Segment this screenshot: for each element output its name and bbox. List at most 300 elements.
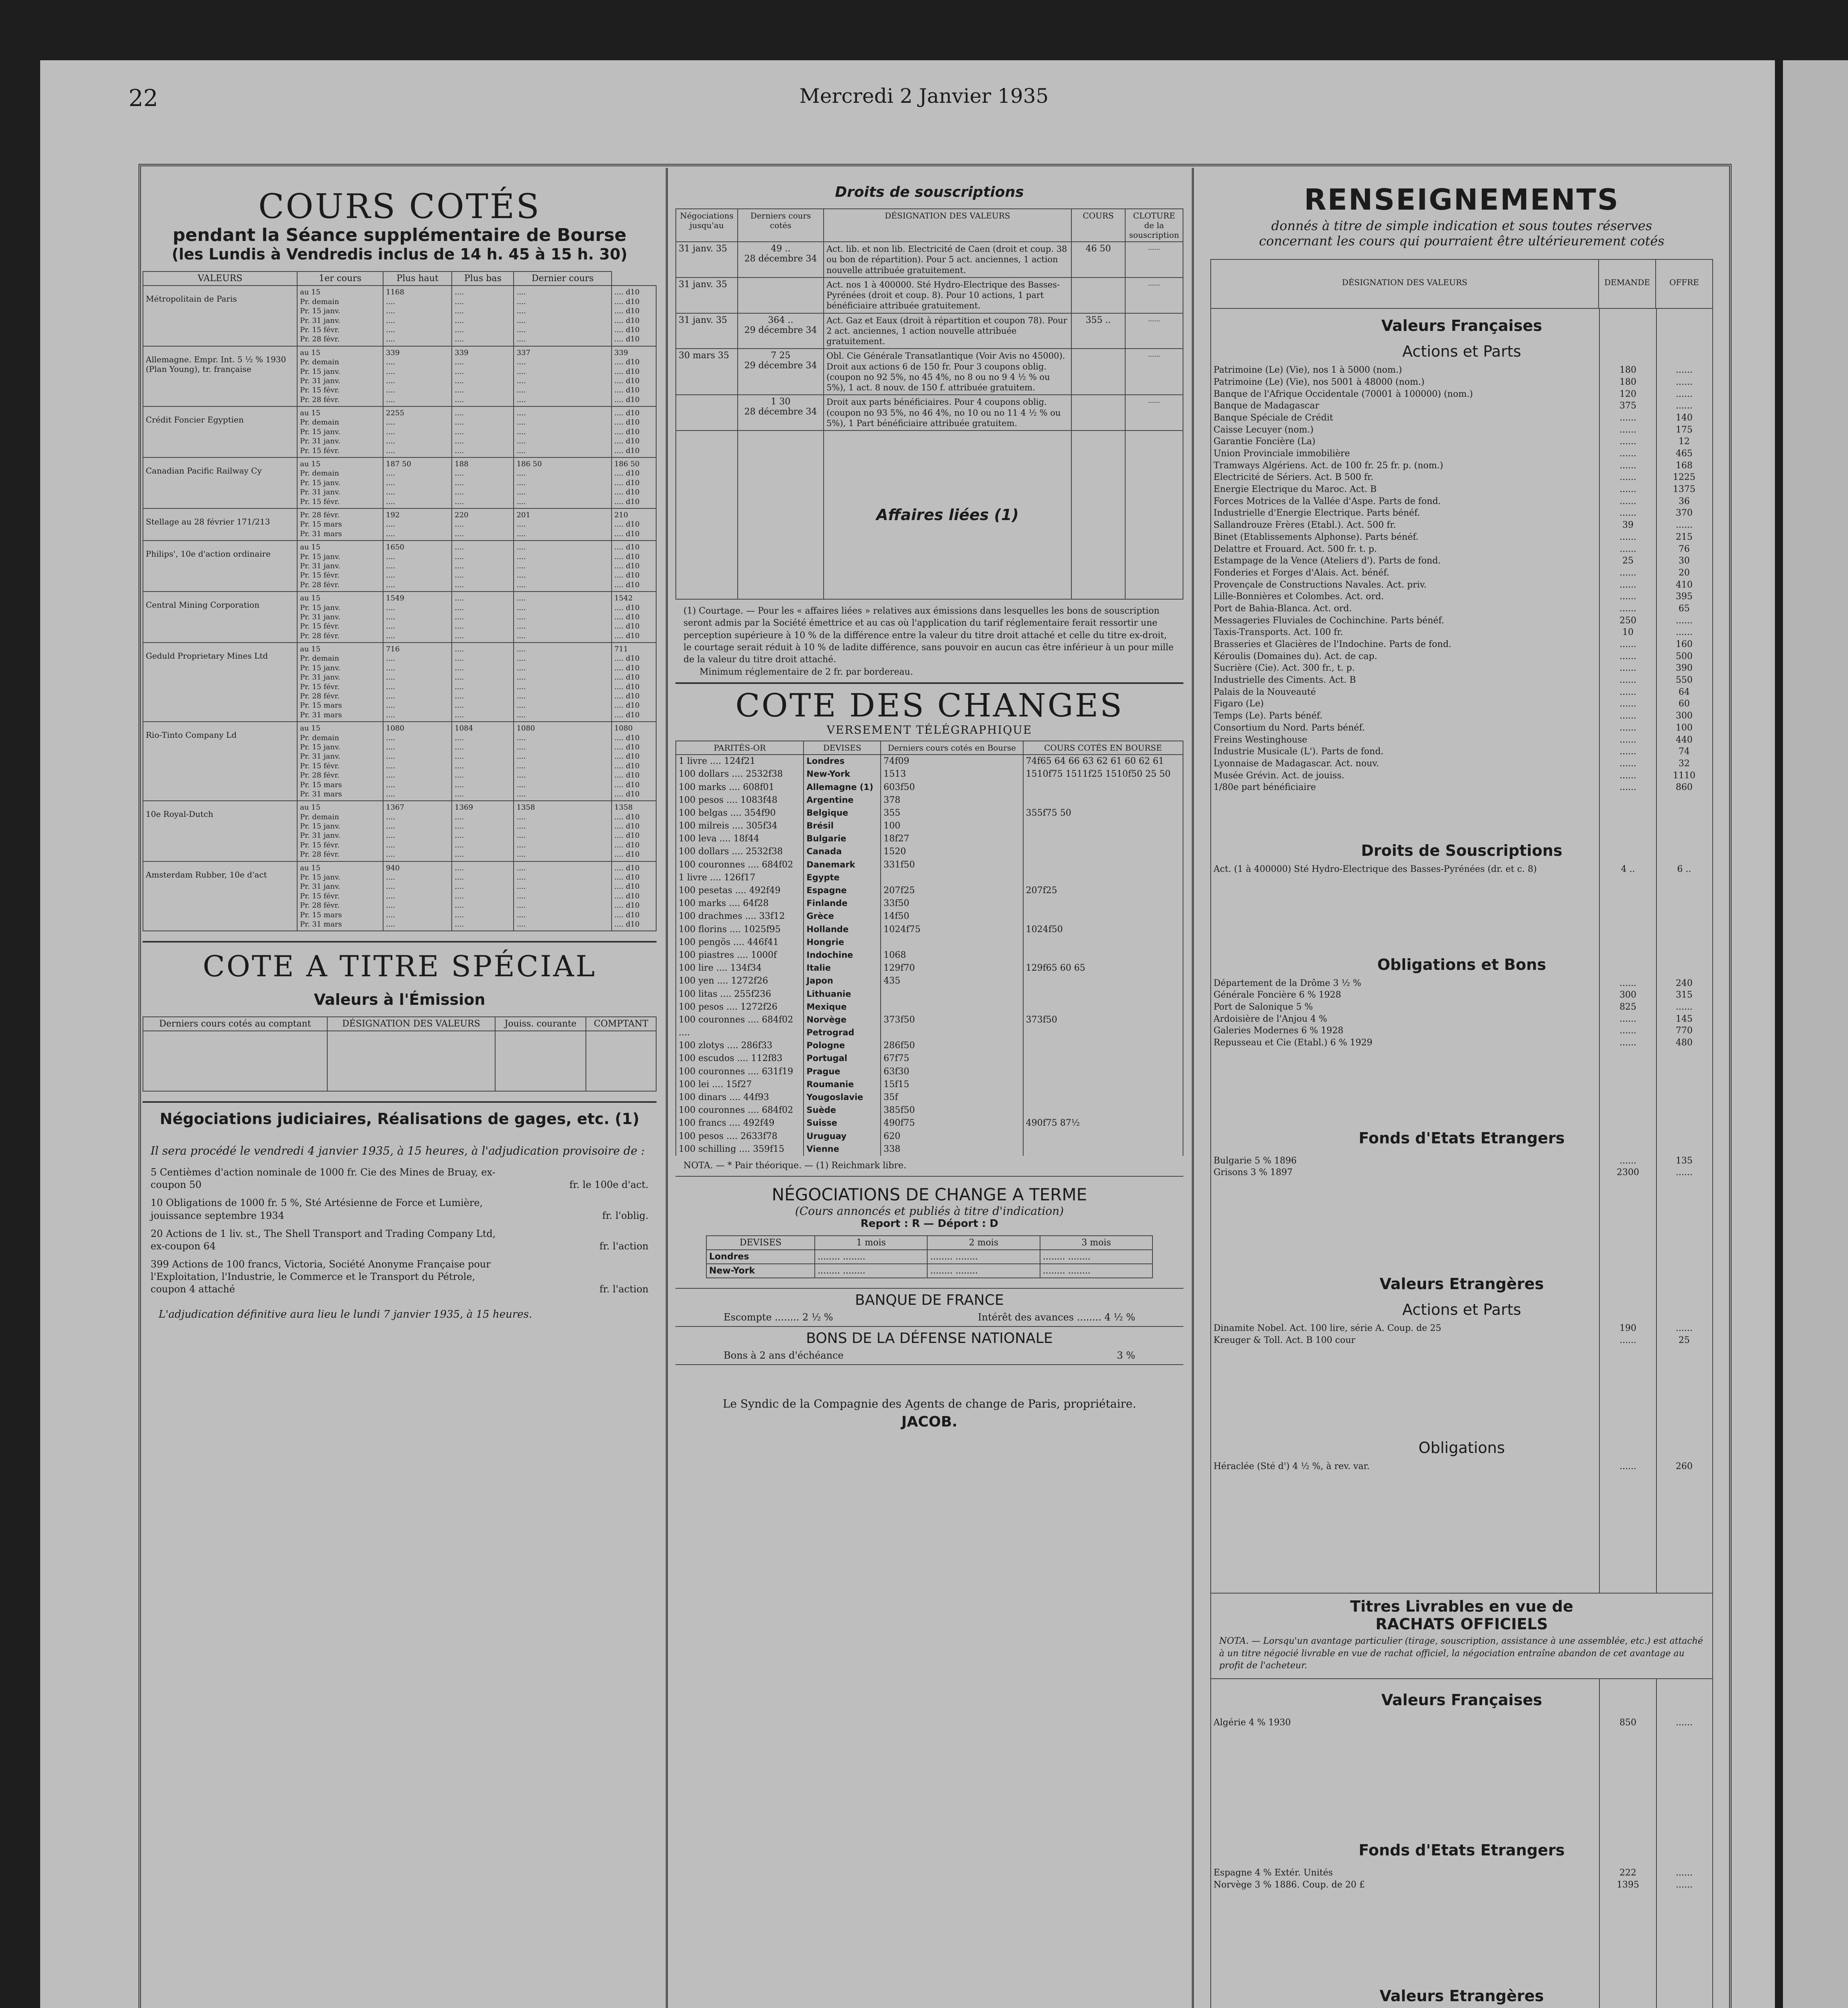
cc-cell: .... — [516, 497, 526, 506]
ch-parite: 100 dollars .... 2532f38 — [676, 768, 804, 781]
ch-cours — [1023, 845, 1183, 858]
rs-offre: 770 — [1676, 1026, 1693, 1036]
changes-title: COTE DES CHANGES — [735, 687, 1124, 724]
cc-cell: .... d10 — [614, 790, 640, 798]
ch-parite-value: 64f28 — [743, 898, 769, 909]
cc-cell: .... — [386, 733, 395, 742]
cours-cotes-subtitle: pendant la Séance supplémentaire de Bourse — [173, 225, 626, 246]
cc-cell: .... d10 — [614, 743, 640, 751]
cc-cell: .... — [516, 335, 526, 344]
column-cours-cotes — [143, 168, 657, 2008]
ch-dernier: 373f50 — [881, 1014, 1023, 1026]
neg-item-text: 10 Obligations de 1000 fr. 5 %, Sté Artésienne de Force et Lumière, jouissance septembre 1934 — [151, 1197, 483, 1221]
ch-dernier: 18f27 — [881, 833, 1023, 845]
ch-parite-unit: 100 pesos — [679, 1002, 724, 1012]
rs-offre: 36 — [1679, 496, 1690, 506]
cc-cell: .... — [386, 529, 395, 538]
cc-terms — [297, 541, 383, 592]
cc-cell: .... — [455, 761, 464, 770]
cc-cell: .... d10 — [614, 850, 640, 859]
cc-cell: .... — [455, 543, 464, 552]
rs-ve-ob-title: Obligations — [1418, 1439, 1505, 1457]
ch-dernier: 331f50 — [881, 859, 1023, 871]
list-item — [1211, 1867, 1712, 1879]
ch-cours — [1023, 1091, 1183, 1104]
dr-last-value: 7 25 — [771, 351, 791, 361]
cc-header: 1er cours — [297, 271, 383, 286]
cc-cell: .... — [516, 733, 526, 742]
ch-parite-value: 354f90 — [744, 808, 776, 818]
rs-demande: 190 — [1620, 1323, 1636, 1334]
ch-header: DEVISES — [804, 741, 881, 755]
table-row — [143, 286, 656, 346]
cc-first — [383, 286, 452, 346]
rs-demande: ...... — [1620, 782, 1636, 793]
ch-devise: Yougoslavie — [804, 1091, 881, 1104]
cc-cell: .... — [386, 325, 395, 334]
cc-cell: .... d10 — [614, 761, 640, 770]
cours-cotes-title: COURS COTÉS — [258, 187, 541, 226]
ch-parite: 100 couronnes .... 631f19 — [676, 1065, 804, 1078]
changes-sub: VERSEMENT TÉLÉGRAPHIQUE — [826, 723, 1032, 737]
ch-parite: 100 pesetas .... 492f49 — [676, 884, 804, 897]
cc-cell: .... — [386, 612, 395, 621]
rs-designation: Provençale de Constructions Navales. Act. priv. — [1214, 580, 1427, 590]
ch-parite-unit: 100 belgas — [679, 808, 728, 818]
cc-first — [383, 457, 452, 508]
cc-high — [452, 508, 514, 541]
dr-header: COURS — [1071, 209, 1125, 242]
cc-cell: 711 — [614, 645, 628, 654]
renseignements-sub1: donnés à titre de simple indication et sous toutes réserves — [1271, 218, 1652, 234]
table-row — [143, 541, 656, 592]
ch-parite-unit: 100 lire — [679, 963, 714, 973]
ch-parite-value: 1272f26 — [731, 976, 768, 986]
table-row — [143, 457, 656, 508]
cc-terms — [297, 457, 383, 508]
cc-term: Pr. 31 janv. — [300, 752, 341, 761]
rs-demande: ...... — [1620, 770, 1636, 781]
list-item — [1211, 989, 1712, 1001]
tm-cell: ........ ........ — [927, 1250, 1040, 1264]
rs-designation: Repusseau et Cie (Etabl.) 6 % 1929 — [1214, 1038, 1373, 1048]
cours-cotes-table — [143, 271, 657, 931]
cc-cell: .... d10 — [614, 561, 640, 570]
ts-header: Jouiss. courante — [495, 1017, 586, 1031]
rs-designation: Générale Foncière 6 % 1928 — [1214, 990, 1341, 1000]
table-row — [676, 1052, 1183, 1065]
cc-cell: .... — [516, 580, 526, 589]
cc-term: Pr. 28 févr. — [300, 580, 340, 589]
cc-cell: .... — [516, 288, 526, 297]
table-row — [676, 923, 1183, 936]
ch-parite-unit: 1 livre — [679, 872, 708, 883]
cc-term: Pr. demain — [300, 654, 339, 663]
cc-terms — [297, 722, 383, 801]
rs-designation: Port de Bahia-Blanca. Act. ord. — [1214, 603, 1352, 614]
list-item — [1211, 471, 1712, 484]
cc-term: Pr. demain — [300, 812, 339, 821]
cc-high — [452, 541, 514, 592]
cc-cell: .... — [516, 901, 526, 910]
list-item — [1211, 1001, 1712, 1013]
list-item — [1211, 603, 1712, 615]
negociations-items — [151, 1166, 649, 1296]
cc-first — [383, 801, 452, 861]
rs-demande: ...... — [1620, 603, 1636, 614]
ch-cours — [1023, 988, 1183, 1001]
dr-cours: 355 .. — [1071, 313, 1125, 349]
cc-term: Pr. 15 févr. — [300, 761, 340, 770]
cc-term: Pr. 15 janv. — [300, 552, 341, 561]
cc-cell: .... d10 — [614, 863, 640, 872]
ch-parite-value: 1272f26 — [740, 1002, 778, 1012]
list-item — [1211, 863, 1712, 875]
table-row — [676, 1065, 1183, 1078]
list-item — [1211, 484, 1712, 496]
ch-cours: 207f25 — [1023, 884, 1183, 897]
cc-cell: .... — [455, 469, 464, 478]
cc-last — [612, 508, 656, 541]
table-row — [143, 722, 656, 801]
cc-cell: .... — [386, 743, 395, 751]
list-item — [1211, 1879, 1712, 1891]
rs-designation: Héraclée (Sté d') 4 ½ %, à rev. var. — [1214, 1461, 1370, 1471]
ch-parite-value: 33f12 — [759, 911, 785, 922]
cc-terms — [297, 643, 383, 722]
cc-terms — [297, 508, 383, 541]
cc-cell: .... — [455, 335, 464, 344]
table-row — [143, 346, 656, 406]
cc-low — [514, 722, 611, 801]
ch-parite-value: 255f236 — [734, 989, 771, 999]
cc-cell: .... — [386, 427, 395, 436]
ch-parite-unit: 100 schilling — [679, 1144, 736, 1154]
table-row — [676, 910, 1183, 923]
rs-designation: Figaro (Le) — [1214, 699, 1264, 709]
rs-offre: ...... — [1676, 1323, 1693, 1334]
ch-dernier: 286f50 — [881, 1039, 1023, 1052]
rs-demande: ...... — [1620, 663, 1636, 673]
cc-cell: .... — [386, 367, 395, 376]
cc-term: Pr. 31 janv. — [300, 673, 341, 682]
cc-term: au 15 — [300, 645, 320, 654]
rs-demande: ...... — [1620, 639, 1636, 649]
ch-devise: Espagne — [804, 884, 881, 897]
list-item — [1211, 388, 1712, 400]
ch-parite: 100 marks .... 64f28 — [676, 897, 804, 910]
cc-term: Pr. 15 févr. — [300, 892, 340, 900]
ch-devise: Vienne — [804, 1143, 881, 1156]
cc-cell: .... d10 — [614, 571, 640, 580]
ch-parite: 100 pesos .... 2633f78 — [676, 1130, 804, 1143]
table-row — [706, 1264, 1152, 1278]
cc-cell: .... — [455, 780, 464, 789]
cc-cell: .... — [455, 288, 464, 297]
cc-cell: .... — [386, 701, 395, 710]
cc-cell: 220 — [455, 510, 469, 519]
rs-designation: Département de la Drôme 3 ½ % — [1214, 978, 1361, 988]
ch-parite-value: 112f83 — [751, 1053, 783, 1064]
rs-ve-ap: Actions et Parts — [1402, 1301, 1522, 1319]
ch-devise: Danemark — [804, 859, 881, 871]
rs-demande: 120 — [1620, 389, 1636, 399]
cc-valeur: Canadian Pacific Railway Cy — [143, 457, 297, 508]
ch-cours — [1023, 794, 1183, 807]
negociations-definitive: L'adjudication définitive aura lieu le lundi 7 janvier 1935, à 15 heures. — [159, 1308, 532, 1320]
cc-cell: .... — [455, 571, 464, 580]
changes-table — [675, 741, 1183, 1156]
cc-valeur: Allemagne. Empr. Int. 5 ½ % 1930 (Plan Young), tr. française — [143, 346, 297, 406]
renseignements-sub2: concernant les cours qui pourraient être ultérieurement cotés — [1259, 233, 1664, 249]
cc-header: VALEURS — [143, 271, 297, 286]
ch-devise: Egypte — [804, 871, 881, 884]
rs-offre: 100 — [1676, 722, 1693, 733]
cc-cell: .... — [455, 446, 464, 455]
courtage-note: (1) Courtage. — Pour les « affaires liées » relatives aux émissions dans lesquelles les bons de souscription seront admis par la Société émettrice et au cas où l'application du tarif réglementaire ferait ressortir une perception supérieure à 10 % de la différence entre la valeur du titre droit attaché et celle du titre ex-droit, le courtage serait réduit à 10 % de ladite différence, sans pouvoir en aucun cas être inférieur à un pour mille de la valeur du titre droit attaché. — [683, 606, 1174, 665]
rachats-title1: Titres Livrables en vue de — [1350, 1598, 1573, 1616]
cc-cell: .... — [386, 561, 395, 570]
cc-cell: .... — [455, 920, 464, 928]
ch-parite: 100 couronnes .... 684f02 — [676, 1014, 804, 1026]
list-item — [1211, 710, 1712, 722]
ch-dernier: 338 — [881, 1143, 1023, 1156]
cc-cell: .... d10 — [614, 663, 640, 672]
ch-parite-unit: 100 escudos — [679, 1053, 734, 1064]
cc-cell: 337 — [516, 348, 530, 357]
list-item — [1211, 1322, 1712, 1335]
cc-last — [612, 861, 656, 931]
rs-ve-ob-list — [1211, 1461, 1712, 1473]
rs-demande: ...... — [1620, 699, 1636, 709]
cc-cell: .... — [516, 701, 526, 710]
rs-fe-list — [1211, 1155, 1712, 1179]
cc-cell: .... — [455, 386, 464, 395]
cc-cell: .... — [455, 529, 464, 538]
list-item — [1211, 782, 1712, 794]
rs-designation: Estampage de la Vence (Ateliers d'). Parts de fond. — [1214, 556, 1441, 566]
cc-cell: .... — [516, 358, 526, 367]
cc-term: Pr. 31 janv. — [300, 831, 341, 840]
cc-cell: .... — [386, 552, 395, 561]
cc-cell: .... — [516, 863, 526, 872]
ch-dernier: 1024f75 — [881, 923, 1023, 936]
dr-last-date: 29 décembre 34 — [744, 361, 817, 371]
cc-cell: .... — [516, 386, 526, 395]
ch-devise: Prague — [804, 1065, 881, 1078]
rs-offre: 550 — [1676, 675, 1693, 686]
cc-cell: .... d10 — [614, 386, 640, 395]
cc-term: Pr. 15 janv. — [300, 307, 341, 316]
ch-dernier: 14f50 — [881, 910, 1023, 923]
cc-term: Pr. 28 févr. — [300, 631, 340, 640]
cc-term: Pr. 15 févr. — [300, 841, 340, 849]
ch-parite: 100 schilling .... 359f15 — [676, 1143, 804, 1156]
tm-header: DEVISES — [706, 1236, 815, 1250]
cc-cell: .... — [386, 822, 395, 831]
ch-header: COURS COTÉS EN BOURSE — [1023, 741, 1183, 755]
cc-cell: .... — [386, 850, 395, 859]
rs-offre: 860 — [1676, 782, 1693, 793]
cc-cell: 210 — [614, 510, 628, 519]
ch-cours — [1023, 1052, 1183, 1065]
table-row — [676, 242, 1183, 278]
cc-cell: .... — [516, 761, 526, 770]
head-offre: OFFRE — [1669, 278, 1699, 288]
cc-cell: .... d10 — [614, 469, 640, 478]
table-row — [676, 1014, 1183, 1026]
rs-designation: Lille-Bonnières et Colombes. Act. ord. — [1214, 592, 1384, 602]
ch-parite-unit: 100 couronnes — [679, 1014, 745, 1025]
cc-cell: .... — [455, 682, 464, 691]
cc-cell: .... — [455, 701, 464, 710]
cc-cell: .... — [386, 603, 395, 612]
cc-low — [514, 861, 611, 931]
cc-cell: .... d10 — [614, 771, 640, 780]
dr-cours — [1071, 395, 1125, 431]
table-row — [676, 962, 1183, 975]
cc-cell: .... — [386, 892, 395, 900]
list-item — [1211, 424, 1712, 436]
rs-designation: Caisse Lecuyer (nom.) — [1214, 424, 1314, 435]
r-vf-list — [1211, 1717, 1712, 1729]
ch-parite-unit: 100 litas — [679, 989, 718, 999]
ch-parite: 100 piastres .... 1000f — [676, 949, 804, 962]
ch-cours — [1023, 781, 1183, 794]
cc-first — [383, 643, 452, 722]
cc-cell: .... — [455, 297, 464, 306]
page-number: 22 — [129, 84, 158, 112]
cc-cell: .... — [516, 752, 526, 761]
ch-dernier: 100 — [881, 820, 1023, 833]
ch-parite-unit: 100 dinars — [679, 1092, 727, 1103]
cc-cell: .... — [455, 603, 464, 612]
cc-valeur: Crédit Foncier Egyptien — [143, 406, 297, 457]
cc-low — [514, 457, 611, 508]
cc-cell: .... — [386, 910, 395, 919]
ch-parite-value: 1083f48 — [740, 795, 778, 805]
cc-cell: .... — [386, 873, 395, 882]
ch-parite-value: 1000f — [751, 950, 777, 960]
cc-cell: .... — [386, 771, 395, 780]
cc-cell: 1080 — [516, 724, 535, 733]
cc-header: Plus bas — [452, 271, 514, 286]
cc-term: Pr. 31 janv. — [300, 561, 341, 570]
cc-term: au 15 — [300, 863, 320, 872]
r-vf-title: Valeurs Françaises — [1381, 1691, 1542, 1709]
ch-parite-unit: 100 milreis — [679, 821, 729, 831]
cc-cell: .... — [455, 910, 464, 919]
cc-high — [452, 346, 514, 406]
cc-cell: .... — [386, 780, 395, 789]
table-row — [676, 1117, 1183, 1130]
dr-last-date: 29 décembre 34 — [744, 325, 817, 335]
ch-dernier: 74f09 — [881, 755, 1023, 768]
head-designation: DÉSIGNATION DES VALEURS — [1211, 260, 1599, 308]
ch-header: Derniers cours cotés en Bourse — [881, 741, 1023, 755]
table-row — [676, 1143, 1183, 1156]
cc-cell: .... — [516, 822, 526, 831]
cc-cell: .... — [455, 752, 464, 761]
cc-cell: .... d10 — [614, 297, 640, 306]
dr-cours — [1071, 349, 1125, 395]
column-divider — [666, 168, 668, 2008]
table-row — [676, 1104, 1183, 1117]
ch-dernier: 385f50 — [881, 1104, 1023, 1117]
cc-cell: .... — [455, 478, 464, 487]
renseignements-title: RENSEIGNEMENTS — [1304, 183, 1620, 216]
bons-label: Bons à 2 ans d'échéance — [724, 1350, 844, 1361]
cc-high — [452, 801, 514, 861]
rs-demande: ...... — [1620, 567, 1636, 578]
rs-offre: ...... — [1676, 520, 1693, 531]
list-item — [1211, 579, 1712, 591]
ch-cours — [1023, 859, 1183, 871]
cc-cell: .... — [386, 654, 395, 663]
ch-parite-unit: 100 lei — [679, 1079, 710, 1090]
cc-cell: .... — [455, 822, 464, 831]
cc-term: Pr. demain — [300, 358, 339, 367]
cc-cell: .... — [386, 488, 395, 497]
cc-term: Pr. demain — [300, 297, 339, 306]
ch-devise: Londres — [804, 755, 881, 768]
cc-cell: .... d10 — [614, 682, 640, 691]
list-item — [1211, 567, 1712, 579]
cc-cell: .... — [386, 682, 395, 691]
rs-demande: 180 — [1620, 365, 1636, 375]
dr-cloture: ...... — [1125, 349, 1183, 395]
cc-term: Pr. 15 mars — [300, 520, 342, 529]
cc-cell: .... — [386, 297, 395, 306]
rs-designation: Taxis-Transports. Act. 100 fr. — [1214, 627, 1343, 638]
rs-offre: 1225 — [1673, 472, 1695, 483]
rs-ve-list — [1211, 1322, 1712, 1346]
cc-cell: .... d10 — [614, 520, 640, 529]
ch-dernier: 129f70 — [881, 962, 1023, 975]
cc-cell: .... d10 — [614, 812, 640, 821]
syndic-name: JACOB. — [901, 1414, 958, 1430]
rs-offre: 215 — [1676, 532, 1693, 542]
rs-offre: ...... — [1676, 389, 1693, 399]
cc-term: Pr. 31 mars — [300, 920, 342, 928]
rs-demande: ...... — [1620, 758, 1636, 769]
ch-devise: Finlande — [804, 897, 881, 910]
rs-demande: ...... — [1620, 675, 1636, 686]
rs-demande: 222 — [1620, 1867, 1636, 1878]
cc-cell: .... d10 — [614, 376, 640, 385]
rs-offre: 168 — [1676, 460, 1693, 471]
cc-cell: .... — [386, 882, 395, 891]
cc-term: Pr. 28 févr. — [300, 692, 340, 701]
cc-cell: .... d10 — [614, 437, 640, 446]
ch-parite-unit: 100 dollars — [679, 847, 729, 857]
table-row — [676, 859, 1183, 871]
cc-cell: .... — [455, 692, 464, 701]
cc-cell: .... — [516, 631, 526, 640]
rs-offre: 74 — [1679, 747, 1690, 757]
cc-cell: .... — [455, 673, 464, 682]
cc-cell: 186 50 — [614, 460, 640, 469]
cc-cell: .... — [516, 812, 526, 821]
cc-term: au 15 — [300, 803, 320, 812]
cc-cell: .... — [455, 882, 464, 891]
ch-devise: Hongrie — [804, 936, 881, 949]
cc-cell: .... d10 — [614, 543, 640, 552]
dr-cloture: ...... — [1125, 242, 1183, 278]
cc-cell: .... d10 — [614, 418, 640, 427]
rs-designation: Kreuger & Toll. Act. B 100 cour — [1214, 1335, 1356, 1345]
rs-designation: Brasseries et Glacières de l'Indochine. Parts de fond. — [1214, 639, 1452, 649]
